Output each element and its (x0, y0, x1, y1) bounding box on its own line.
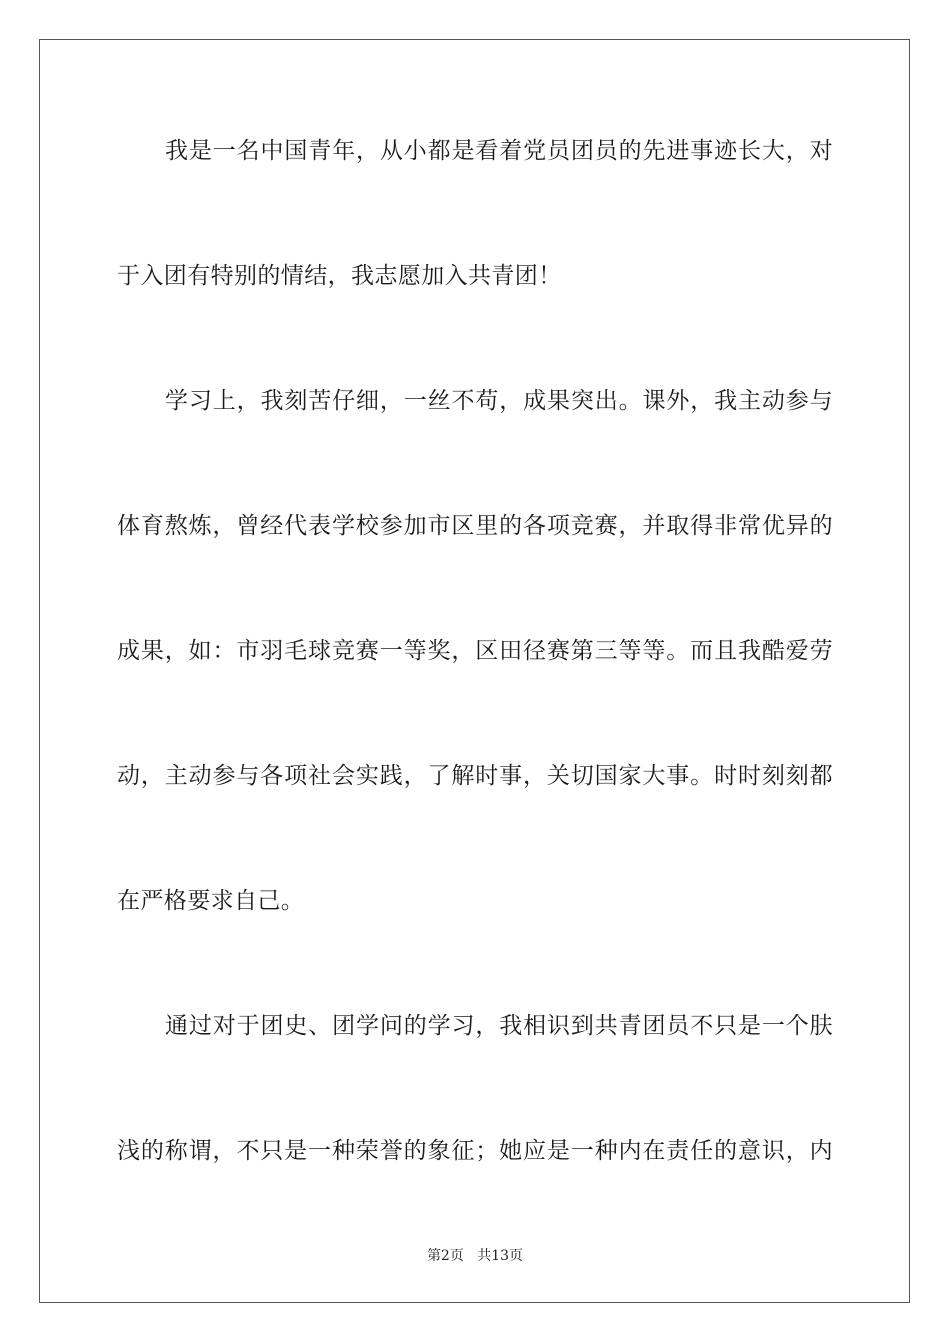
total-pages: 共13页 (477, 1248, 524, 1264)
paragraph-3-line-1: 通过对于团史、团学问的学习，我相识到共青团员不只是一个肤 (165, 1013, 833, 1039)
page-number: 第2页 (426, 1248, 464, 1264)
page-border (39, 39, 910, 1303)
paragraph-3-line-2: 浅的称谓，不只是一种荣誉的象征；她应是一种内在责任的意识，内 (117, 1138, 833, 1164)
paragraph-2-line-2: 体育熬炼，曾经代表学校参加市区里的各项竞赛，并取得非常优异的 (117, 513, 833, 539)
paragraph-1-line-1: 我是一名中国青年，从小都是看着党员团员的先进事迹长大，对 (165, 138, 833, 164)
paragraph-2-line-3: 成果，如：市羽毛球竞赛一等奖，区田径赛第三等等。而且我酷爱劳 (117, 638, 833, 664)
paragraph-2-line-4: 动，主动参与各项社会实践，了解时事，关切国家大事。时时刻刻都 (117, 763, 833, 789)
paragraph-2-line-5: 在严格要求自己。 (117, 888, 305, 914)
paragraph-1-line-2: 于入团有特别的情结，我志愿加入共青团！ (117, 263, 562, 289)
paragraph-2-line-1: 学习上，我刻苦仔细，一丝不苟，成果突出。课外，我主动参与 (165, 388, 833, 414)
page-footer (0, 1247, 950, 1265)
